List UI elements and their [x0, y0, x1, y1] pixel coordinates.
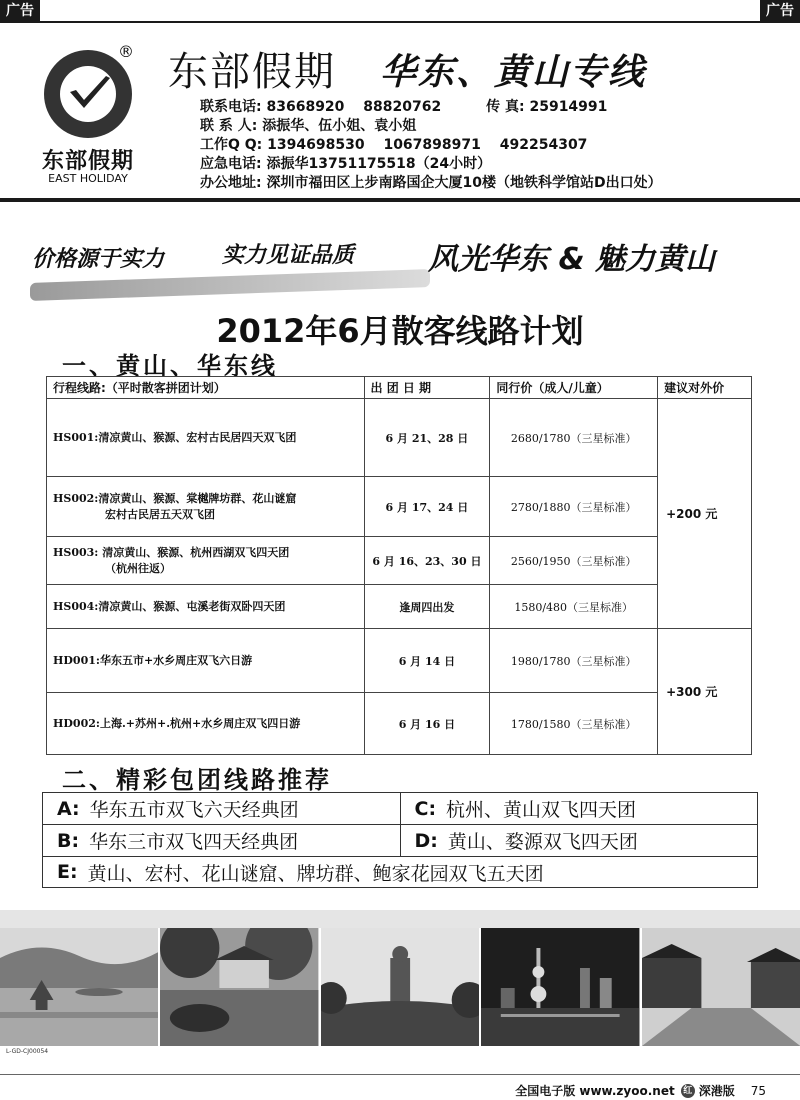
- price-cell: 1580/480（三星标准）: [490, 585, 658, 629]
- footer-rule: [0, 1074, 800, 1075]
- table-header: [47, 377, 752, 399]
- photo-shanghai-night: [481, 928, 641, 1046]
- price-cell: 1780/1580（三星标准）: [490, 693, 658, 755]
- suggest-price-hd: +300 元: [658, 629, 752, 755]
- red-circle-icon: 红: [681, 1084, 695, 1098]
- table-row: [47, 477, 752, 537]
- package-row: [43, 793, 757, 825]
- address-label: 办公地址:: [200, 175, 262, 191]
- package-e: [43, 857, 757, 887]
- photo-garden: [160, 928, 320, 1046]
- fax-number: 25914991: [529, 99, 608, 115]
- date-cell: 逢周四出发: [364, 585, 490, 629]
- qq-3: 492254307: [499, 137, 588, 153]
- route-name-cont: （杭州往返）: [105, 561, 171, 575]
- ad-code: L-GD-CJ00054: [6, 1048, 49, 1055]
- route-table: [46, 376, 752, 755]
- route-name: 清凉黄山、猴源、宏村古民居四天双飞团: [98, 430, 297, 444]
- page-footer: [515, 1082, 766, 1099]
- address: 深圳市福田区上步南路国企大厦10楼（地铁科学馆站D出口处）: [266, 175, 662, 191]
- route-code: HS002:: [53, 491, 99, 505]
- qq-1: 1394698530: [267, 137, 365, 153]
- route-code: HS004:: [53, 599, 99, 613]
- package-letter: E:: [57, 861, 78, 883]
- slogan-quality: 实力见证品质: [222, 243, 355, 268]
- package-letter: A:: [57, 797, 80, 820]
- route-name: 清凉黄山、猴源、棠樾牌坊群、花山谜窟: [98, 491, 297, 505]
- brand-name: 东部假期: [168, 49, 336, 95]
- header-date: 出 团 日 期: [364, 377, 490, 399]
- ad-label-left: 广告: [0, 0, 40, 22]
- table-row: [47, 629, 752, 693]
- phone-2: 88820762: [363, 99, 442, 115]
- package-d: [400, 825, 758, 856]
- fax-label: 传 真:: [486, 99, 525, 115]
- suggest-price-hs: +200 元: [658, 399, 752, 629]
- photo-buddha-statue: [321, 928, 481, 1046]
- price-cell: 1980/1780（三星标准）: [490, 629, 658, 693]
- route-cell: [47, 477, 365, 537]
- section2-title: 二、精彩包团线路推荐: [62, 766, 332, 794]
- date-cell: 6 月 17、24 日: [364, 477, 490, 537]
- route-name: 华东五市+水乡周庄双飞六日游: [99, 653, 253, 667]
- photo-strip: [0, 928, 800, 1046]
- contact-address-line: [200, 174, 662, 193]
- footer-edition: 深港版: [698, 1084, 735, 1098]
- registered-mark: ®: [118, 42, 134, 61]
- phone-label: 联系电话:: [200, 99, 262, 115]
- persons: 添振华、伍小姐、袁小姐: [262, 118, 417, 134]
- route-name: 清凉黄山、猴源、屯溪老街双卧四天团: [98, 599, 286, 613]
- slogan-price: 价格源于实力: [32, 247, 165, 272]
- plan-title: 2012年6月散客线路计划: [216, 312, 584, 350]
- emergency-number: 添振华13751175518（24小时）: [266, 156, 492, 172]
- photo-west-lake-pagoda: [0, 928, 160, 1046]
- date-cell: 6 月 21、28 日: [364, 399, 490, 477]
- contact-phone-line: [200, 98, 662, 117]
- person-label: 联 系 人:: [200, 118, 258, 134]
- table-row: [47, 585, 752, 629]
- route-code: HS003:: [53, 545, 99, 559]
- footer-website[interactable]: 全国电子版 www.zyoo.net: [515, 1084, 675, 1098]
- contact-person-line: [200, 117, 662, 136]
- package-letter: D:: [414, 829, 438, 852]
- table-row: [47, 399, 752, 477]
- contact-info: [200, 98, 662, 193]
- price-cell: 2560/1950（三星标准）: [490, 537, 658, 585]
- photo-water-town: [642, 928, 800, 1046]
- contact-qq-line: [200, 136, 662, 155]
- photo-top-band: [0, 910, 800, 928]
- package-box: [42, 792, 758, 888]
- phone-1: 83668920: [266, 99, 345, 115]
- package-row: [43, 825, 757, 857]
- route-name: 清凉黄山、猴源、杭州西湖双飞四天团: [102, 545, 290, 559]
- route-code: HD001:: [53, 653, 100, 667]
- contact-emergency-line: [200, 155, 662, 174]
- slogan-scenery: 风光华东 & 魅力黄山: [428, 242, 716, 277]
- package-name: 黄山、宏村、花山谜窟、牌坊群、鲍家花园双飞五天团: [87, 862, 544, 885]
- qq-label: 工作Q Q:: [200, 137, 263, 153]
- table-row: [47, 693, 752, 755]
- route-code: HD002:: [53, 716, 100, 730]
- route-cell: [47, 399, 365, 477]
- header-price: 同行价（成人/儿童）: [490, 377, 658, 399]
- section1-title: 一、黄山、华东线: [62, 352, 278, 380]
- header-suggest: 建议对外价: [658, 377, 752, 399]
- checkmark-icon: [66, 72, 112, 118]
- header-route: 行程线路:（平时散客拼团计划）: [47, 377, 365, 399]
- emergency-label: 应急电话:: [200, 156, 262, 172]
- ad-label-right: 广告: [760, 0, 800, 22]
- price-cell: 2680/1780（三星标准）: [490, 399, 658, 477]
- package-b: [43, 825, 400, 856]
- package-letter: C:: [414, 797, 437, 820]
- package-name: 杭州、黄山双飞四天团: [446, 799, 637, 821]
- logo-text-en: EAST HOLIDAY: [48, 172, 128, 185]
- package-name: 华东五市双飞六天经典团: [89, 799, 299, 821]
- package-name: 黄山、婺源双飞四天团: [447, 831, 638, 853]
- package-a: [43, 793, 400, 824]
- date-cell: 6 月 16 日: [364, 693, 490, 755]
- route-name-cont: 宏村古民居五天双飞团: [105, 507, 215, 521]
- route-cell: [47, 585, 365, 629]
- header-tagline: 华东、黄山专线: [380, 52, 647, 93]
- date-cell: 6 月 16、23、30 日: [364, 537, 490, 585]
- logo-text-cn: 东部假期: [41, 149, 134, 174]
- company-logo: [38, 40, 138, 190]
- qq-2: 1067898971: [383, 137, 481, 153]
- price-cell: 2780/1880（三星标准）: [490, 477, 658, 537]
- date-cell: 6 月 14 日: [364, 629, 490, 693]
- package-row: [43, 857, 757, 887]
- package-letter: B:: [57, 829, 80, 852]
- route-name: 上海.+苏州+.杭州+水乡周庄双飞四日游: [99, 716, 301, 730]
- table-row: [47, 537, 752, 585]
- package-name: 华东三市双飞四天经典团: [89, 831, 299, 853]
- page-number: 75: [750, 1083, 766, 1098]
- route-cell: [47, 693, 365, 755]
- slogan-swoosh: [30, 269, 430, 301]
- route-cell: [47, 537, 365, 585]
- route-cell: [47, 629, 365, 693]
- top-rule: [0, 21, 800, 23]
- route-code: HS001:: [53, 430, 99, 444]
- header-rule: [0, 198, 800, 202]
- package-c: [400, 793, 758, 824]
